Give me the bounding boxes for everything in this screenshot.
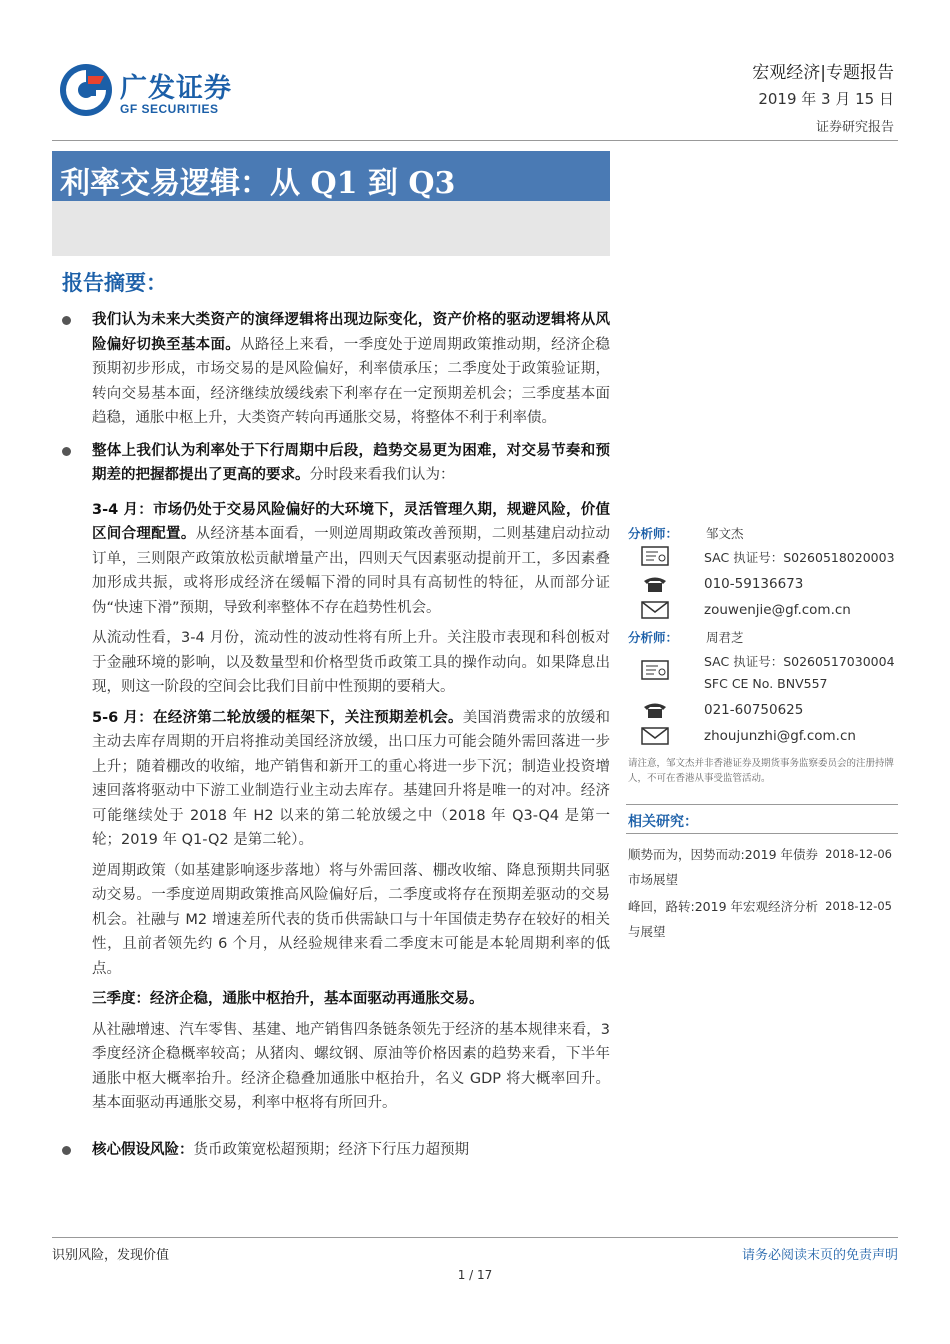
page-number: 1 / 17 (457, 1268, 493, 1282)
related-research-item[interactable] (626, 890, 898, 938)
phone-icon (640, 700, 670, 720)
analyst-phone: 010-59136673 (704, 576, 804, 592)
related-title[interactable]: 顺势而为，因势而动:2019 年债券市场展望 (628, 847, 818, 887)
period-paragraph (62, 498, 610, 621)
related-research-heading: 相关研究： (626, 804, 898, 834)
bullet-bold: 整体上我们认为利率处于下行周期中后段，趋势交易更为困难，对交易节奏和预期差的把握都提出了更高的要求。 (92, 442, 610, 483)
analyst-sac-row (626, 648, 898, 698)
report-title: 利率交易逻辑：从 Q1 到 Q3 (60, 166, 456, 201)
analyst-phone: 021-60750625 (704, 702, 804, 718)
logo-english-name: GF SECURITIES (120, 102, 219, 116)
analyst-email-row (626, 724, 898, 750)
period-paragraph (62, 1018, 610, 1116)
analyst-email[interactable]: zouwenjie@gf.com.cn (704, 602, 851, 618)
summary-heading: 报告摘要： (62, 270, 167, 295)
certificate-icon (640, 660, 670, 680)
paragraph-bold: 三季度：经济企稳，通胀中枢抬升，基本面驱动再通胀交易。 (92, 991, 484, 1007)
paragraph-text: 逆周期政策（如基建影响逐步落地）将与外需回落、棚改收缩、降息预期共同驱动交易。一季度逆周期政策推高风险偏好后，二季度或将存在预期差驱动的交易机会。社融与 M2 增速差所代表的货币供需缺口与十年国债走势存在较好的相关性，且前者领先约 6 个月，从经验规律来看二季度末可能是本轮周期利率的低点。 (92, 862, 610, 977)
mail-icon (640, 726, 670, 746)
analyst-disclaimer-note: 请注意，邹文杰并非香港证券及期货事务监察委员会的注册持牌人，不可在香港从事受监管活动。 (628, 758, 895, 784)
analyst-name: 邹文杰 (706, 526, 744, 541)
header-divider (52, 140, 898, 141)
bullet-icon (62, 1146, 71, 1155)
footer-divider (52, 1237, 898, 1238)
summary-body (62, 308, 610, 1162)
analyst-sac: SAC 执证号：S0260518020003 (704, 550, 895, 565)
gf-logo-icon (58, 62, 114, 118)
paragraph-text: 从经济基本面看，一则逆周期政策改善预期，二则基建启动拉动订单，三则限产政策放松贡献增量产出，四则天气因素驱动提前开工，多因素叠加形成共振，或将形成经济在缓幅下滑的同时具有高韧性的特征，从而部分证伪“快速下滑”预期，导致利率整体不存在趋势性机会。 (92, 526, 611, 616)
paragraph-text: 美国消费需求的放缓和主动去库存周期的开启将推动美国经济放缓，出口压力可能会随外需回落进一步上升；随着棚改的收缩，地产销售和新开工的重心将进一步下沉；制造业投资增速回落将驱动中下游工业制造行业主动去库存。基建回升将是唯一的对冲。经济可能继续处于 2018 年 H2 以来的第二轮放缓之中（2018 年 Q3-Q4 是第一轮；2019 年 Q1-Q2 是第二轮）。 (92, 709, 610, 848)
period-paragraph (62, 859, 610, 982)
title-sub-band (52, 201, 610, 256)
analyst-sac-row (626, 544, 898, 572)
risk-bullet (62, 1138, 610, 1163)
bullet-text: 从路径上来看，一季度处于逆周期政策推动期，经济企稳预期初步形成，市场交易的是风险偏好，利率债承压；二季度处于政策验证期，转向交易基本面，经济继续放缓线索下利率存在一定预期差机会；三季度基本面趋稳，通胀中枢上升，大类资产转向再通胀交易，将整体不利于利率债。 (92, 336, 611, 426)
analyst-label: 分析师： (628, 526, 679, 541)
risk-bold: 核心假设风险： (92, 1141, 194, 1158)
analyst-sidebar (626, 520, 898, 938)
analyst-label: 分析师： (628, 630, 679, 645)
analyst-phone-row (626, 572, 898, 598)
paragraph-bold: 5-6 月：在经济第二轮放缓的框架下，关注预期差机会。 (92, 709, 463, 726)
bullet-icon (62, 447, 71, 456)
related-research-item[interactable] (626, 838, 898, 886)
period-paragraph (62, 706, 610, 853)
risk-text: 货币政策宽松超预期；经济下行压力超预期 (193, 1141, 469, 1158)
period-paragraph (62, 626, 610, 700)
bullet-bold: 我们认为未来大类资产的演绎逻辑将出现边际变化，资产价格的驱动逻辑将从风险偏好切换至基本面。 (92, 312, 610, 353)
paragraph-text: 从流动性看，3-4 月份，流动性的波动性将有所上升。关注股市表现和科创板对于金融环境的影响，以及数量型和价格型货币政策工具的操作动向。如果降息出现，则这一阶段的空间会比我们目前中性预期的要稍大。 (92, 630, 610, 695)
certificate-icon (640, 546, 670, 566)
related-date: 2018-12-05 (825, 899, 892, 913)
analyst-sfc: SFC CE No. BNV557 (704, 676, 828, 691)
bullet-icon (62, 316, 71, 325)
summary-bullet (62, 439, 610, 488)
phone-icon (640, 574, 670, 594)
footer-slogan: 识别风险，发现价值 (52, 1248, 170, 1263)
analyst-phone-row (626, 698, 898, 724)
analyst-name-row (626, 624, 898, 648)
title-band (52, 151, 610, 201)
period-paragraph (62, 987, 610, 1012)
analyst-name: 周君芝 (706, 630, 744, 645)
related-date: 2018-12-06 (825, 847, 892, 861)
analyst-email[interactable]: zhoujunzhi@gf.com.cn (704, 728, 856, 744)
paragraph-text: 从社融增速、汽车零售、基建、地产销售四条链条领先于经济的基本规律来看，3 季度经济企稳概率较高；从猪肉、螺纹钢、原油等价格因素的趋势来看，下半年通胀中枢大概率抬升。经济企稳叠加通胀中枢抬升，名义 GDP 将大概率回升。基本面驱动再通胀交易，利率中枢将有所回升。 (92, 1021, 610, 1111)
paragraph-bold: 3-4 月：市场仍处于交易风险偏好的大环境下，灵活管理久期，规避风险，价值区间合理配置。 (92, 501, 610, 542)
analyst-sac: SAC 执证号：S0260517030004 (704, 654, 895, 669)
report-date: 2019 年 3 月 15 日 (758, 90, 894, 108)
bullet-text: 分时段来看我们认为： (309, 467, 455, 483)
mail-icon (640, 600, 670, 620)
footer-disclaimer-link[interactable]: 请务必阅读末页的免责声明 (741, 1248, 898, 1263)
gf-logo (58, 62, 258, 124)
report-type: 证券研究报告 (815, 120, 894, 135)
analyst-email-row (626, 598, 898, 624)
report-category: 宏观经济|专题报告 (752, 63, 894, 83)
analyst-name-row (626, 520, 898, 544)
logo-chinese-name: 广发证券 (120, 73, 232, 104)
related-title[interactable]: 峰回，路转:2019 年宏观经济分析与展望 (628, 899, 818, 939)
summary-bullet (62, 308, 610, 431)
